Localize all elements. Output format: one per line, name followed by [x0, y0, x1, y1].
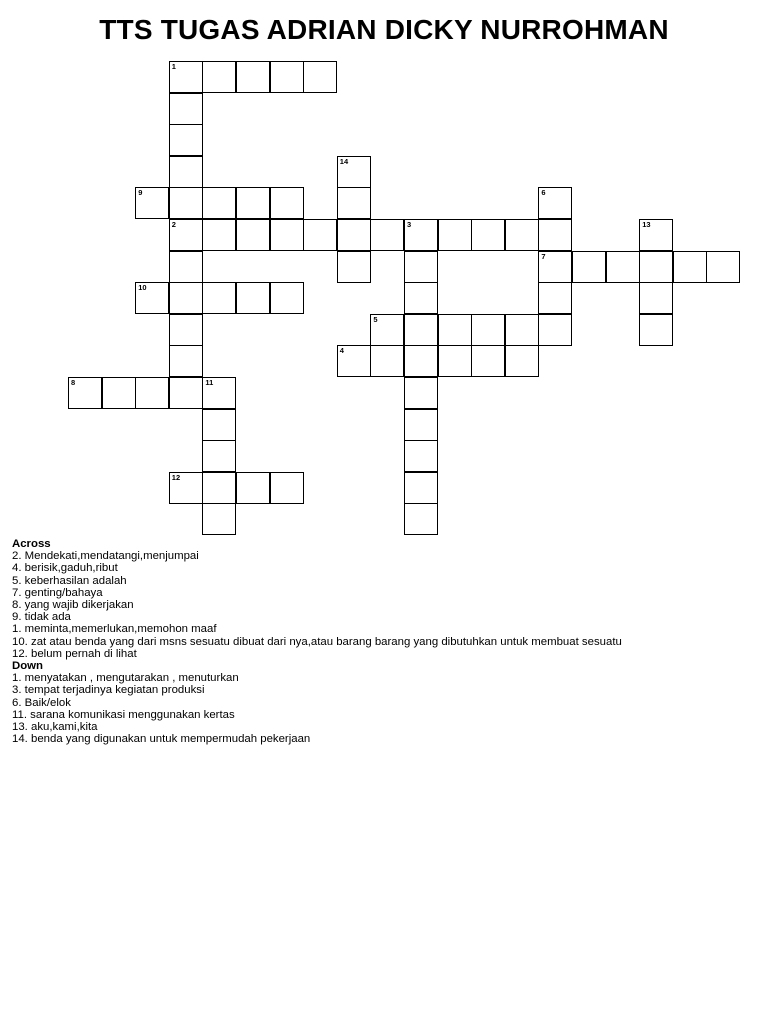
crossword-cell[interactable]: [438, 314, 472, 346]
crossword-cell[interactable]: [404, 409, 438, 441]
crossword-cell[interactable]: [169, 251, 203, 283]
across-clue: 5. keberhasilan adalah: [12, 574, 127, 587]
crossword-cell[interactable]: [639, 251, 673, 283]
crossword-cell[interactable]: [471, 314, 505, 346]
down-clues: [12, 672, 752, 745]
clue-number: 3: [407, 220, 412, 229]
crossword-cell[interactable]: [505, 219, 539, 251]
crossword-cell[interactable]: [404, 314, 438, 346]
down-clue: 3. tempat terjadinya kegiatan produksi: [12, 684, 205, 697]
crossword-cell[interactable]: [68, 377, 102, 409]
across-clue: 1. meminta,memerlukan,memohon maaf: [12, 623, 217, 636]
crossword-cell[interactable]: [606, 251, 640, 283]
crossword-cell[interactable]: [236, 187, 270, 219]
clue-number: 1: [171, 62, 176, 71]
crossword-cell[interactable]: [236, 219, 270, 251]
crossword-cell[interactable]: [639, 219, 673, 251]
crossword-cell[interactable]: [169, 93, 203, 125]
down-clue: 13. aku,kami,kita: [12, 721, 98, 734]
crossword-cell[interactable]: [202, 219, 236, 251]
crossword-cell[interactable]: [202, 377, 236, 409]
crossword-cell[interactable]: [169, 156, 203, 188]
clue-number: 12: [171, 472, 181, 482]
crossword-cell[interactable]: [169, 282, 203, 314]
crossword-cell[interactable]: [404, 503, 438, 535]
crossword-cell[interactable]: [404, 377, 438, 409]
crossword-cell[interactable]: [169, 187, 203, 219]
crossword-cell[interactable]: [706, 251, 740, 283]
crossword-cell[interactable]: [202, 409, 236, 441]
crossword-cell[interactable]: [337, 156, 371, 188]
crossword-cell[interactable]: [572, 251, 606, 283]
crossword-cell[interactable]: [270, 282, 304, 314]
across-heading: Across: [12, 538, 51, 550]
crossword-cell[interactable]: [404, 345, 438, 377]
crossword-cell[interactable]: [337, 219, 371, 251]
crossword-cell[interactable]: [639, 282, 673, 314]
clue-number: 2: [171, 220, 176, 229]
crossword-cell[interactable]: [370, 345, 404, 377]
across-clue: 9. tidak ada: [12, 611, 71, 624]
crossword-cell[interactable]: [538, 219, 572, 251]
crossword-cell[interactable]: [102, 377, 136, 409]
crossword-cell[interactable]: [135, 187, 169, 219]
crossword-cell[interactable]: [135, 377, 169, 409]
clue-number: 6: [541, 188, 546, 198]
crossword-cell[interactable]: [303, 61, 337, 93]
crossword-cell[interactable]: [673, 251, 707, 283]
down-clue: 11. sarana komunikasi menggunakan kertas: [12, 708, 235, 721]
crossword-cell[interactable]: [303, 219, 337, 251]
crossword-cell[interactable]: [270, 472, 304, 504]
crossword-cell[interactable]: [202, 61, 236, 93]
crossword-cell[interactable]: [538, 314, 572, 346]
across-clue: 10. zat atau benda yang dari msns sesuatu dibuat dari nya,atau barang barang yang dibutuhkan untuk membuat sesuatu: [12, 635, 622, 648]
clue-number: 9: [138, 188, 143, 198]
crossword-cell[interactable]: [404, 251, 438, 283]
crossword-cell[interactable]: [538, 251, 572, 283]
clue-number: 13: [642, 220, 651, 229]
clue-number: 7: [541, 251, 546, 261]
across-clue: 12. belum pernah di lihat: [12, 647, 137, 660]
crossword-cell[interactable]: [270, 61, 304, 93]
across-clue: 4. berisik,gaduh,ribut: [12, 562, 118, 575]
clue-number: 4: [339, 346, 344, 356]
down-heading: Down: [12, 660, 44, 673]
crossword-cell[interactable]: [438, 219, 472, 251]
across-clue: 8. yang wajib dikerjakan: [12, 599, 134, 612]
crossword-cell[interactable]: [404, 472, 438, 504]
crossword-cell[interactable]: [404, 440, 438, 472]
crossword-cell[interactable]: [202, 503, 236, 535]
clue-list: [12, 538, 752, 745]
down-clue: 14. benda yang digunakan untuk mempermudah pekerjaan: [12, 733, 311, 746]
crossword-cell[interactable]: [236, 61, 270, 93]
crossword-cell[interactable]: [202, 440, 236, 472]
crossword-cell[interactable]: [337, 345, 371, 377]
crossword-cell[interactable]: [202, 472, 236, 504]
across-clue: 7. genting/bahaya: [12, 586, 103, 599]
crossword-cell[interactable]: [202, 187, 236, 219]
crossword-cell[interactable]: [169, 314, 203, 346]
crossword-cell[interactable]: [639, 314, 673, 346]
crossword-cell[interactable]: [404, 219, 438, 251]
clue-number: 10: [138, 283, 147, 293]
crossword-cell[interactable]: [169, 345, 203, 377]
across-clue: 2. Mendekati,mendatangi,menjumpai: [12, 550, 199, 563]
crossword-cell[interactable]: [505, 345, 539, 377]
crossword-cell[interactable]: [505, 314, 539, 346]
crossword-cell[interactable]: [438, 345, 472, 377]
crossword-cell[interactable]: [270, 187, 304, 219]
crossword-cell[interactable]: [370, 314, 404, 346]
crossword-cell[interactable]: [169, 219, 203, 251]
crossword-cell[interactable]: [404, 282, 438, 314]
crossword-cell[interactable]: [169, 377, 203, 409]
clue-number: 11: [205, 378, 214, 387]
page-title: TTS TUGAS ADRIAN DICKY NURROHMAN: [99, 14, 669, 45]
across-clues: [12, 550, 752, 660]
down-clue: 1. menyatakan , mengutarakan , menuturkan: [12, 672, 239, 685]
crossword-cell[interactable]: [236, 282, 270, 314]
crossword-cell[interactable]: [471, 345, 505, 377]
crossword-cell[interactable]: [135, 282, 169, 314]
clue-number: 5: [373, 314, 378, 324]
clue-number: 8: [71, 378, 76, 387]
crossword-cell[interactable]: [236, 472, 270, 504]
clue-number: 14: [339, 156, 349, 166]
crossword-cell[interactable]: [169, 472, 203, 504]
crossword-cell[interactable]: [370, 219, 404, 251]
crossword-cell[interactable]: [471, 219, 505, 251]
down-clue: 6. Baik/elok: [12, 696, 71, 709]
crossword-cell[interactable]: [270, 219, 304, 251]
crossword-cell[interactable]: [337, 187, 371, 219]
crossword-cell[interactable]: [337, 251, 371, 283]
crossword-cell[interactable]: [538, 282, 572, 314]
crossword-cell[interactable]: [538, 187, 572, 219]
crossword-cell[interactable]: [202, 282, 236, 314]
crossword-cell[interactable]: [169, 61, 203, 93]
crossword-cell[interactable]: [169, 124, 203, 156]
